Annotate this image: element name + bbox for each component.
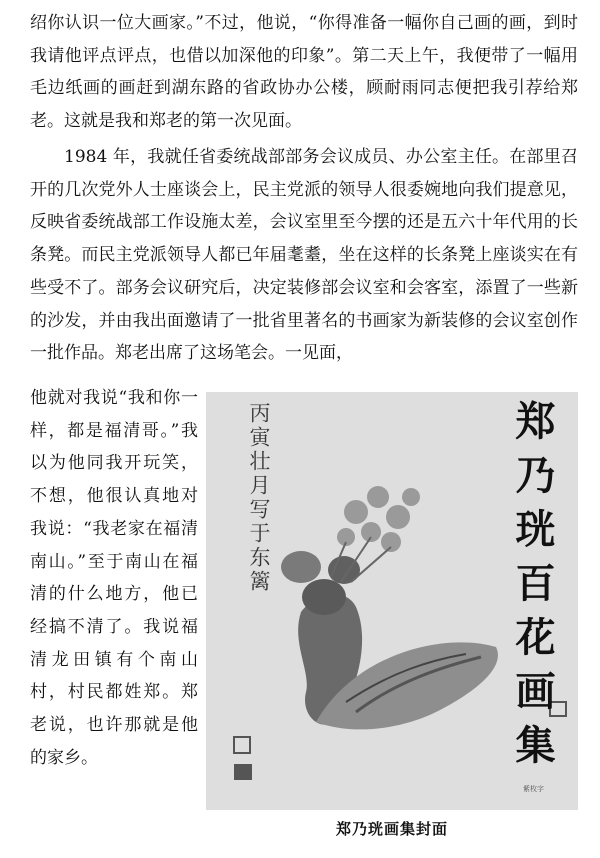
book-cover-image	[206, 392, 578, 810]
paragraph-2: 1984 年，我就任省委统战部部务会议成员、办公室主任。在部里召开的几次党外人士座谈会上，民主党派的领导人很委婉地向我们提意见，反映省委统战部工作设施太差，会议室里至今摆的还是五六十年代用的长条凳。而民主党派领导人都已年届耄耋，坐在这样的长条凳上座谈实在有些受不了。部务会议研究后，决定装修部会议室和会客室，添置了一些新的沙发，并由我出面邀请了一批省里著名的书画家为新装修的会议室创作一批作品。郑老出席了这场笔会。一见面，	[30, 147, 578, 364]
paragraph-3-wrapped: 他就对我说“我和你一样，都是福清哥。”我以为他同我开玩笑，不想，他很认真地对我说：“我老家在福清南山。”至于南山在福清的什么地方，他已经搞不清了。我说福清龙田镇有个南山村，村民都姓郑。郑老说，也许那就是他的家乡。	[30, 388, 198, 768]
leaf-cluster-2	[281, 551, 321, 583]
leaf-cluster-1	[302, 579, 346, 615]
seal-1	[234, 737, 250, 753]
paragraph-1: 绍你认识一位大画家。”不过，他说，“你得准备一幅你自己画的画，到时我请他评点评点，也借以加深他的印象”。第二天上午，我便带了一幅用毛边纸画的画赶到湖东路的省政协办公楼，顾耐雨同志便把我引荐给郑老。这就是我和郑老的第一次见面。	[30, 13, 578, 132]
figure-caption: 郑乃珖画集封面	[335, 820, 448, 838]
seal-2	[234, 764, 252, 780]
painting-inscription: 丙寅壮月写于东篱	[247, 402, 271, 594]
cover-book-title: 郑乃珖百花画集	[509, 400, 556, 778]
flower-cluster	[337, 486, 420, 552]
cover-credit: 紫枚字	[523, 785, 544, 793]
